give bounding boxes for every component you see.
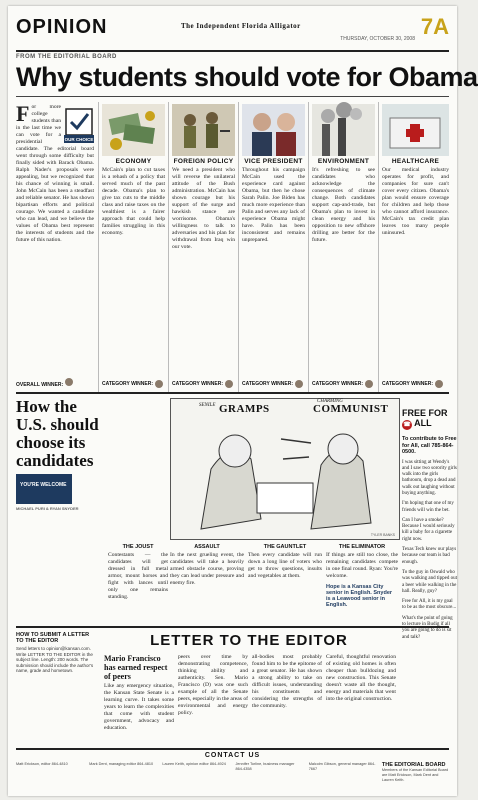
- feature-text: If things are still too close, the remaining candidates compete in one final round. Ryan: You're welcome.: [326, 552, 398, 579]
- topic-title: FOREIGN POLICY: [173, 158, 234, 165]
- submit-heading: HOW TO SUBMIT A LETTER TO THE EDITOR: [16, 632, 90, 644]
- candidate-face-icon: [435, 380, 443, 388]
- letter-text: Careful, thoughtful renovation of existing old homes is often cheaper than bulldozing and new construction. This Senate doesn't waste all the thought, energy and materials that went into the original construction.: [326, 654, 396, 702]
- topic-text: We need a president who will reverse the unilateral attitude of the Bush administration. McCain has shown courage but his support of the surge and hawkish stance are worrisome. Obama's willingness to talk to adversaries and his plan for withdrawal from Iraq win our vote.: [172, 167, 235, 250]
- column-rule: [98, 102, 99, 392]
- topic-vice-president: [242, 104, 305, 388]
- contact-entry: Malcolm Gibson, general manager 864-7667: [308, 762, 376, 771]
- masthead-flag: The Independent Florida Alligator: [181, 22, 301, 30]
- ffa-item: I'm hoping that one of my friends will win the bet.: [402, 501, 454, 513]
- cartoon-credit: TYLER BANKS: [370, 533, 395, 537]
- section-title: OPINION: [16, 16, 108, 38]
- category-winner: CATEGORY WINNER:: [382, 380, 449, 388]
- ffa-item: Can I have a smoke? Because I would seriously kill a baby for a cigarette right now.: [402, 517, 455, 542]
- topic-foreign-policy: [172, 104, 235, 388]
- cartoon-title-1: GRAMPS: [219, 403, 270, 415]
- overall-winner-label: OVERALL WINNER:: [16, 378, 73, 388]
- page-number: 7A: [420, 14, 449, 39]
- section-divider: [16, 392, 449, 394]
- feature-title: How the U.S. should choose its candidates: [16, 397, 99, 470]
- topic-text: McCain's plan to cut taxes is a rehash of a policy that served much of the past decade. Obama's plan to give tax cuts to the middle class and raise taxes on the wealthiest is a fairer approach that could help families struggling in this economy.: [102, 167, 165, 236]
- column-rule: [308, 102, 309, 392]
- our-choice-label: OUR CHOICE: [64, 137, 94, 142]
- letter-text: all-bodies most probably found him to be the epitome of a great senator. He has shown a strong ability to take on difficult issues, understanding his constituents and considering the strengths of the community.: [252, 654, 322, 709]
- phone-icon: ☎: [403, 422, 411, 428]
- letter-col-1: [104, 654, 174, 744]
- letter-text: Like any emergency situation, the Kansan State Senate is a learning curve. It takes some years to learn the complexities that come with student government, advocacy and education.: [104, 683, 174, 731]
- column-rule: [168, 102, 169, 392]
- letters-section: [16, 626, 449, 746]
- free-for-all-logo: FREE FOR ☎ ALL: [402, 408, 448, 428]
- topic-healthcare: [382, 104, 449, 388]
- contact-grid: [16, 762, 449, 783]
- topic-environment: [312, 104, 375, 388]
- page-header: [16, 12, 449, 52]
- topic-text: Throughout his campaign McCain used the experience card against Obama, but then he chose Sarah Palin. Joe Biden has much more experience than Palin and serves any lack of experience Obama might have. Palin has been inconsistent and remains unprepared.: [242, 167, 305, 243]
- topic-text: It's refreshing to see candidates who acknowledge the consequences of climate change. Both candidates support cap-and-trade, but Obama's plan to invest in clean energy and his opposition to new offshore drilling are better for the future.: [312, 167, 375, 243]
- feature-col-4: [326, 544, 398, 620]
- illustration-smokestack-icon: [312, 104, 375, 156]
- lead-text: or more college students than in the last time we can vote for a presidential candidate. The editorial board went through some difficulty but finally sided with Barack Obama. Ralph Nader's proposals were appealing, but we recognized that his chance of winning is small. John McCain has been a steadfast and reliable senator. He has shown bipartisan efforts and political courage. We wanted a candidate who can lead, and we believe the values of Obama best represent the interests of students and the future of this nation.: [16, 104, 94, 243]
- column-rule: [378, 102, 379, 392]
- feature-text: In the next grueling event, the candidates will take a heavily armed obstacle course, proving they can lead under pressure and enemy fire.: [170, 552, 244, 586]
- category-winner: CATEGORY WINNER:: [312, 380, 375, 388]
- how-to-submit: [16, 632, 98, 676]
- category-winner: CATEGORY WINNER:: [172, 380, 235, 388]
- ffa-item: Free for All, it is my goal to be as the most obscure...: [402, 599, 457, 611]
- author-bio: Hope is a Kansas City senior in English. Snyder is a Leawood senior in English.: [326, 584, 393, 608]
- illustration-soldiers-icon: [172, 104, 235, 156]
- submit-text: Send letters to opinion@kansan.com. Write LETTER TO THE EDITOR in the subject line. Length: 200 words. The submission should include the author's name, grade and hometown.: [16, 646, 94, 674]
- candidate-face-icon: [225, 380, 233, 388]
- drop-cap: F: [16, 101, 30, 126]
- illustration-hospital-icon: [382, 104, 449, 156]
- topic-title: VICE PRESIDENT: [244, 158, 303, 165]
- editorial-kicker: FROM THE EDITORIAL BOARD: [16, 54, 117, 60]
- editorial-cartoon: [170, 398, 400, 540]
- feature-col-2: [170, 544, 244, 620]
- column-logo: YOU'RE WELCOME: [16, 474, 72, 504]
- letter-col-3: [252, 654, 322, 744]
- newspaper-page: [8, 6, 478, 796]
- candidate-face-icon: [295, 380, 303, 388]
- letter-col-4: [326, 654, 396, 744]
- topic-economy: [102, 104, 165, 388]
- ffa-item: Texas Tech knew our plays because our team is bad enough.: [402, 547, 457, 565]
- letter-headline: Mario Francisco has earned respect of peers: [104, 654, 168, 681]
- column-rule: [238, 102, 239, 392]
- candidate-face-icon: [365, 380, 373, 388]
- feature-col-1: [108, 544, 168, 620]
- contact-entry: Jennifer Torline, business manager 864-4358: [235, 762, 295, 771]
- cartoon-label-1: SENILE: [199, 403, 216, 408]
- our-choice-badge: [64, 107, 94, 143]
- topic-title: HEALTHCARE: [391, 158, 440, 165]
- subhead: ASSAULT: [194, 544, 220, 550]
- candidate-face-icon: [155, 380, 163, 388]
- category-winner: CATEGORY WINNER:: [242, 380, 305, 388]
- contact-entry: Matt Erickson, editor 864-4810: [16, 762, 68, 766]
- subhead: THE ELIMINATOR: [338, 544, 386, 550]
- editorial-board: THE EDITORIAL BOARD Members of the Kansan Editorial Board are Matt Erickson, Mark Dent and Lauren Keith.: [381, 762, 449, 782]
- ffa-item: I was sitting at Wendy's and I saw two sorority girls walk into the girls bathroom, drop a dead and walk out laughing without buying anything.: [402, 459, 457, 496]
- topic-title: ENVIRONMENT: [317, 158, 370, 165]
- subhead: THE GAUNTLET: [263, 544, 307, 550]
- illustration-money-icon: [102, 104, 165, 156]
- contact-entry: Mark Dent, managing editor 864-4810: [89, 762, 154, 766]
- topic-title: ECONOMY: [115, 158, 152, 165]
- editorial-lead: [16, 101, 94, 376]
- ffa-item: To the guy in Oswald who was walking and tipped out a beer while walking in the hall. Really, guy?: [402, 569, 457, 594]
- letters-title: LETTER TO THE EDITOR: [150, 632, 348, 649]
- subhead: THE JOUST: [122, 544, 154, 550]
- contact-heading: CONTACT US: [204, 752, 261, 759]
- contact-entry: Lauren Keith, opinion editor 864-4924: [162, 762, 226, 766]
- letter-text: peers over time by demonstrating competence, thinking ability and authenticity. Sen. Mario Francisco (D) was one such example of all the Senate peers, especially in the areas of environmental and energy policy.: [178, 654, 248, 716]
- cartoon-title-2: COMMUNIST: [313, 403, 389, 415]
- letter-col-2: [178, 654, 248, 744]
- editorial-headline: Why students should vote for Obama: [16, 62, 478, 92]
- feature-text: Contestants — the candidates will get dressed in full metal armor, mount horses and fight with lances until only one remains standing.: [108, 552, 168, 600]
- feature-text: Then every candidate will run down a long line of voters who get to throw questions, insults and vegetables at them.: [248, 552, 322, 579]
- free-for-all: [402, 398, 457, 640]
- column-byline: MICHAEL PURI & RYAN SNYDER: [16, 506, 79, 511]
- ffa-item: What's the point of going to lecture in Budig if all you are going to do is sit and talk?: [402, 615, 453, 640]
- divider: [16, 96, 449, 97]
- issue-date: THURSDAY, OCTOBER 30, 2008: [340, 36, 415, 42]
- topic-text: Our medical industry operates for profit, and companies for sure can't cover every citizen. Obama's plan would ensure coverage for children and help those who cannot afford insurance. McCain's tax credit plan leaves too many people uninsured.: [382, 167, 449, 236]
- free-for-all-call: To contribute to Free for All, call 785-864-0500.: [402, 436, 457, 455]
- category-winner: CATEGORY WINNER:: [102, 380, 165, 388]
- cartoon-label-2: CHARMING: [317, 399, 343, 404]
- contact-us: [16, 748, 449, 794]
- illustration-running-mates-icon: [242, 104, 305, 156]
- obama-face-icon: [65, 378, 73, 386]
- feature-col-3: [248, 544, 322, 620]
